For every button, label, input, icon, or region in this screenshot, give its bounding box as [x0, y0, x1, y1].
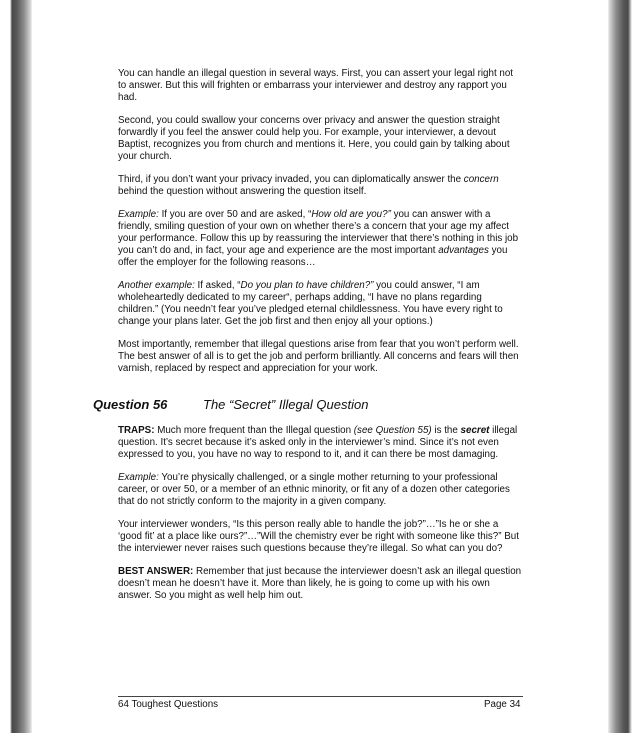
text-run: concern — [463, 174, 499, 185]
paragraph — [118, 280, 522, 328]
question-heading — [93, 397, 533, 412]
text-run: TRAPS: — [118, 425, 155, 436]
viewer-frame-right — [608, 0, 640, 733]
text-run: Do you plan to have children?” — [240, 280, 374, 291]
paragraph — [118, 209, 522, 269]
text-run: you can answer with a friendly, smiling question of your own on whether there’s a concern that your age my affect your performance. Follow this up by reassuring the interviewer that there’s nothing in this job you can’t do and, in fact, your age and experience are the most important — [118, 209, 519, 256]
text-run: illegal question. It’s secret because it’s asked only in the interviewer’s mind. Since it’s not even expressed to you, you have no way to respond to it, and it can there be most damaging. — [118, 425, 518, 460]
text-run: behind the question without answering the question itself. — [118, 186, 367, 197]
footer-book-title: 64 Toughest Questions — [118, 699, 219, 710]
paragraph — [118, 566, 522, 602]
text-run: You can handle an illegal question in several ways. First, you can assert your legal right not to answer. But this will frighten or embarrass your interviewer and destroy any rapport you had. — [118, 68, 514, 103]
footer-page-number: Page 34 — [484, 699, 521, 710]
text-run: Remember that just because the interviewer doesn’t ask an illegal question doesn’t mean he doesn’t have it. More than likely, he is going to come up with his own answer. So you might as well help him out. — [118, 566, 522, 601]
document-page — [32, 0, 608, 733]
text-run: Example: — [118, 209, 159, 220]
footer-divider — [118, 696, 523, 697]
paragraph — [118, 339, 522, 375]
text-run: advantages — [438, 245, 489, 256]
text-run: Your interviewer wonders, “Is this person really able to handle the job?”…”Is he or she a ‘good fit’ at a place like ours?”…”Will the chemistry ever be right with someone like this?” But the interviewer never raises such questions because they’re illegal. So what can you do? — [118, 519, 519, 554]
text-run: How old are you?” — [311, 209, 391, 220]
paragraph — [118, 68, 522, 104]
text-run: Example: — [118, 472, 159, 483]
text-run: If asked, “ — [194, 280, 241, 291]
paragraph — [118, 174, 522, 198]
text-run: Another example: — [118, 280, 195, 291]
body-text-top — [118, 68, 522, 386]
text-run: You’re physically challenged, or a single mother returning to your professional career, or over 50, or a member of an ethnic minority, or fit any of a dozen other categories that do not strictly conform to the majority in a given company. — [118, 472, 510, 507]
text-run: If you are over 50 and are asked, “ — [158, 209, 312, 220]
paragraph — [118, 472, 522, 508]
text-run: (see Question 55) — [353, 425, 432, 436]
text-run: you offer the employer for the following reasons… — [118, 245, 508, 268]
text-run: secret — [460, 425, 490, 436]
paragraph — [118, 425, 522, 461]
text-run: you could answer, “I am wholeheartedly dedicated to my career“, perhaps adding, “I have no plans regarding children.” (You needn’t fear you’ve pledged eternal childlessness. You have every right to change your plans later. Get the job first and then enjoy all your options.) — [118, 280, 503, 327]
paragraph — [118, 519, 522, 555]
question-number: Question 56 — [93, 397, 168, 412]
text-run: BEST ANSWER: — [118, 566, 194, 577]
text-run: Much more frequent than the Illegal question — [154, 425, 354, 436]
text-run: Third, if you don’t want your privacy invaded, you can diplomatically answer the — [118, 174, 464, 185]
viewer-frame-left — [0, 0, 32, 733]
text-run: Second, you could swallow your concerns over privacy and answer the question straight forwardly if you feel the answer could help you. For example, your interviewer, a devout Baptist, recognizes you from church and mentions it. Here, you could gain by talking about your church. — [118, 115, 510, 162]
paragraph — [118, 115, 522, 163]
text-run: is the — [431, 425, 461, 436]
body-text-bottom — [118, 425, 522, 613]
question-title: The “Secret” Illegal Question — [203, 397, 369, 412]
text-run: Most importantly, remember that illegal questions arise from fear that you won’t perform well. The best answer of all is to get the job and perform brilliantly. All concerns and fears will then varnish, replaced by respect and appreciation for your work. — [118, 339, 519, 374]
